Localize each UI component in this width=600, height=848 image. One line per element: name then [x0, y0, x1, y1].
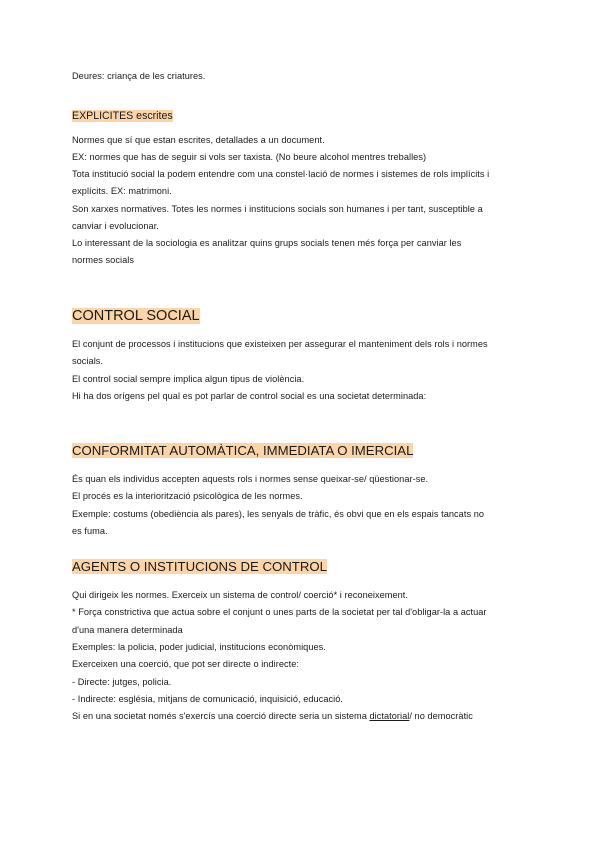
agents-heading-text: AGENTS O INSTITUCIONS DE CONTROL [72, 559, 327, 574]
control-social-heading [72, 307, 200, 325]
agents-line-8-underlined: dictatorial [369, 711, 410, 721]
conformitat-heading-text: CONFORMITAT AUTOMÀTICA, IMMEDIATA O IMERCIAL [72, 443, 414, 458]
conformitat-line-4: es fuma. [72, 526, 108, 536]
agents-line-8-before: Si en una societat només s'exercís una coerció directe seria un sistema [72, 711, 370, 721]
explicites-heading [72, 109, 173, 123]
control-social-line-2: socials. [72, 356, 104, 366]
conformitat-heading [72, 442, 413, 459]
control-social-line-4: Hi ha dos orígens pel qual es pot parlar de control social es una societat determinada: [72, 391, 427, 401]
control-social-line-3: El control social sempre implica algun tipus de violència. [72, 374, 305, 384]
agents-line-1: Qui dirigeix les normes. Exerceix un sistema de control/ coerció* i reconeixement. [72, 590, 409, 600]
explicites-line-3: Tota institució social la podem entendre com una constel·lació de normes i sistemes de rols implícits i [72, 169, 490, 179]
agents-line-2: * Força constrictiva que actua sobre el conjunt o unes parts de la societat per tal d'obligar-la a actuar [72, 607, 487, 617]
explicites-heading-text: EXPLICITES escrites [72, 110, 173, 122]
agents-line-3: d'una manera determinada [72, 625, 183, 635]
conformitat-line-2: El procés es la interiorització psicològica de les normes. [72, 491, 303, 501]
agents-heading [72, 558, 327, 575]
explicites-line-4: explícits. EX: matrimoni. [72, 186, 172, 196]
agents-line-7: - Indirecte: església, mitjans de comunicació, inquisició, educació. [72, 694, 343, 704]
intro-line: Deures: criança de les criatures. [72, 71, 206, 81]
explicites-line-7: Lo interessant de la sociologia es analitzar quins grups socials tenen més força per canviar les [72, 238, 462, 248]
control-social-line-1: El conjunt de processos i institucions que existeixen per assegurar el manteniment dels rols i normes [72, 339, 488, 349]
explicites-line-2: EX: normes que has de seguir si vols ser taxista. (No beure alcohol mentres treballes) [72, 152, 427, 162]
conformitat-line-1: És quan els individus accepten aquests rols i normes sense queixar-se/ qüestionar-se. [72, 474, 429, 484]
explicites-line-5: Son xarxes normatives. Totes les normes i institucions socials son humanes i per tant, susceptible a [72, 204, 483, 214]
agents-line-8-after: / no democràtic [409, 711, 473, 721]
agents-line-6: - Directe: jutges, policia. [72, 677, 172, 687]
conformitat-line-3: Exemple: costums (obediència als pares), les senyals de tràfic, és obvi que en els espais tancats no [72, 509, 485, 519]
agents-line-8 [72, 708, 528, 725]
control-social-heading-text: CONTROL SOCIAL [72, 308, 200, 324]
agents-line-4: Exemples: la policia, poder judicial, institucions econòmiques. [72, 642, 326, 652]
explicites-line-1: Normes que sí que estan escrites, detallades a un document. [72, 135, 325, 145]
agents-line-5: Exerceixen una coerció, que pot ser directe o indirecte: [72, 659, 299, 669]
explicites-line-8: normes socials [72, 255, 134, 265]
explicites-line-6: canviar i evolucionar. [72, 221, 159, 231]
